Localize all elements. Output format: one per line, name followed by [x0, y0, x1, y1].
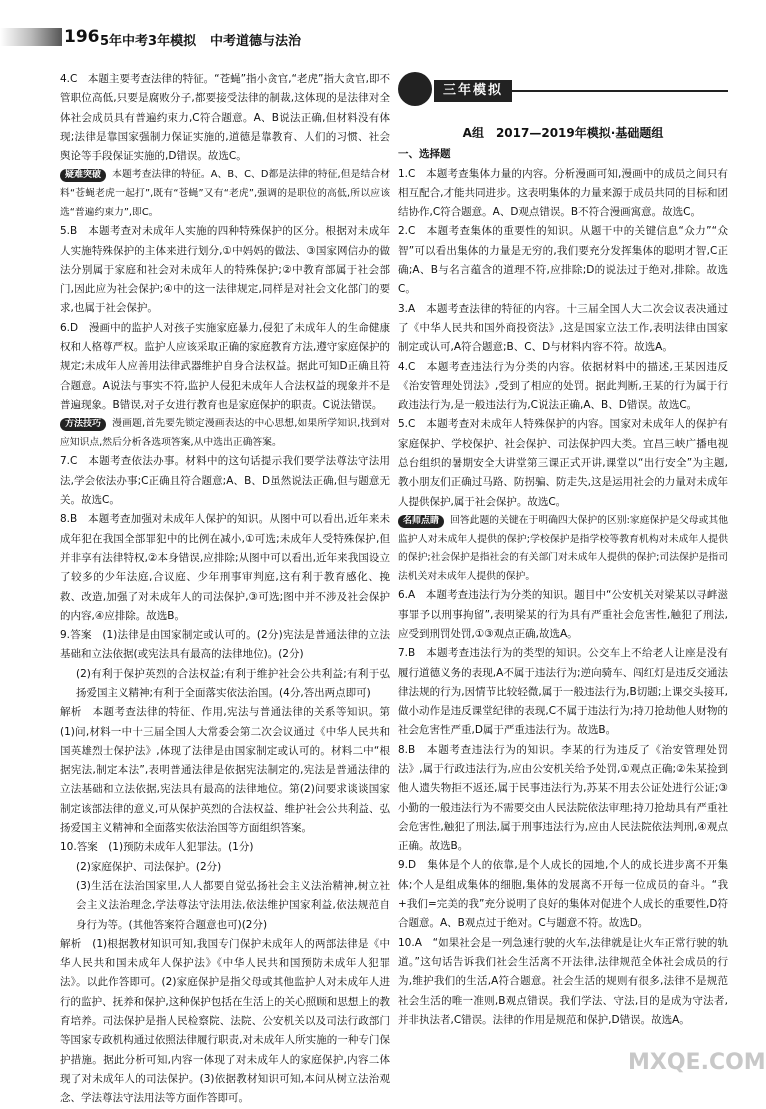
mock-answer-7: 7.B 本题考查违法行为的类型的知识。公交车上不给老人让座是没有履行道德义务的表现,A不属于违法行为;逆向骑车、闯红灯是违反交通法律法规的行为,因情节比较轻微,属于一般违法行为,B切题;上课交头接耳,做小动作是违反课堂纪律的表现,C不属于违法行为;持刀抢劫他人财物的社会危害性严重,D属于严重违法行为。故选B。: [398, 647, 728, 737]
method-box: [60, 415, 390, 452]
book-series: 5年中考3年模拟: [100, 34, 197, 49]
tip-text: 本题考查法律的特征。A、B、C、D都是法律的特征,但是结合材料“苍蝇老虎一起打”,既有“苍蝇”又有“老虎”,强调的是职位的高低,所以应该选“普遍约束力”,即C。: [60, 169, 390, 218]
answer-9-part2: (2)有利于保护英烈的合法权益;有利于维护社会公共利益;有利于弘扬爱国主义精神;有利于全面落实依法治国。(4分,答出两点即可): [76, 667, 390, 699]
method-text: 漫画题,首先要先锁定漫画表达的中心思想,如果所学知识,找到对应知识点,然后分析各选项答案,从中选出正确答案。: [60, 418, 390, 448]
mock-answer-3: 3.A 本题考查法律的特征的内容。十三届全国人大二次会议表决通过了《中华人民共和国外商投资法》,这是国家立法工作,表明法律由国家制定或认可,A符合题意;B、C、D与材料内容不符。故选A。: [398, 302, 728, 354]
page-header: [0, 0, 750, 56]
tip-tag: 疑难突破: [60, 169, 106, 182]
watermark: MXQE.COM: [628, 1050, 766, 1075]
book-subject: 中考道德与法治: [210, 34, 302, 49]
mock-answer-8: 8.B 本题考查违法行为的知识。李某的行为违反了《治安管理处罚法》,属于行政违法行为,应由公安机关给予处罚,①观点正确;②朱某捡到他人遗失物拒不返还,属于民事违法行为,苏某不用去公证处进行公证;③小勤的一般违法行为不需要交由人民法院依法审理;持刀抢劫具有严重社会危害性,触犯了刑法,属于刑事违法行为,应由人民法院依法判刑,④观点正确。故选B。: [398, 743, 728, 853]
mock-answer-6: 6.A 本题考查违法行为分类的知识。题目中“公安机关对梁某以寻衅滋事罪予以刑事拘留”,表明梁某的行为具有严重社会危害性,触犯了刑法,应受到刑罚处罚,①③观点正确,故选A。: [398, 589, 728, 640]
header-decoration: [0, 28, 62, 46]
mock-answer-4: 4.C 本题考查违法行为分类的内容。依据材料中的描述,王某因违反《治安管理处罚法》,受到了相应的处罚。据此判断,王某的行为属于行政违法行为,是一般违法行为,C说法正确,A、B、D错误。故选C。: [398, 360, 728, 412]
method-tag: 方法技巧: [60, 418, 106, 431]
teacher-tip-tag: 名师点睛: [398, 515, 444, 528]
answer-6: 6.D 漫画中的监护人对孩子实施家庭暴力,侵犯了未成年人的生命健康权和人格尊严权。监护人应该采取正确的家庭教育方法,遵守家庭保护的规定;未成年人应善用法律武器维护自身合法权益。据此可知D正确且符合题意。A说法与事实不符,监护人侵犯未成年人合法权益的现象并不是普遍现象。B错误,对子女进行教育也是家庭保护的职责。C说法错误。: [60, 321, 390, 411]
answer-4: 4.C 本题主要考查法律的特征。“苍蝇”指小贪官,“老虎”指大贪官,即不管职位高低,只要是腐败分子,都要接受法律的制裁,这体现的是法律对全体社会成员具有普遍约束力,C符合题意。A、B说法正确,但材料没有体现;法律是靠国家强制力保证实施的,道德是靠教育、人们的习惯、社会舆论等手段保证实施的,D错误。故选C。: [60, 73, 390, 163]
left-column: [60, 70, 390, 1109]
answer-10-part3: (3)生活在法治国家里,人人都要自觉弘扬社会主义法治精神,树立社会主义法治理念,学法尊法守法用法,依法维护国家利益,依法规范自身行为等。(其他答案符合题意也可)(2分): [76, 879, 390, 931]
group-title: A组 2017—2019年模拟·基础题组: [462, 126, 664, 140]
tip-box: [60, 166, 390, 222]
page-number: 196: [64, 27, 100, 47]
answer-9-part1: 9.答案 (1)法律是由国家制定或认可的。(2分)宪法是普通法律的立法基础和立法依据(或宪法具有最高的法律地位)。(2分): [60, 629, 390, 661]
answer-8: 8.B 本题考查加强对未成年人保护的知识。从图中可以看出,近年来未成年犯在我国全部罪犯中的比例在减小,①可选;未成年人受特殊保护,但并非享有法律特权,②本身错误,应排除;从图中可以看出,近年来我国设立了较多的少年法庭,合议庭、少年刑事审判庭,这有利于教育感化、挽救、改造,加强了对未成年人的司法保护,③可选;图中并不涉及社会保护的内容,④应排除。故选B。: [60, 513, 390, 622]
analysis-9: 解析 本题考查法律的特征、作用,宪法与普通法律的关系等知识。第(1)问,材料一中十三届全国人大常委会第二次会议通过《中华人民共和国英雄烈士保护法》,体现了法律是由国家制定或认可的。材料二中“根据宪法,制定本法”,表明普通法律是依据宪法制定的,宪法是普通法律的立法基础和立法依据,宪法具有最高的法律地位。第(2)问要求谈谈国家制定该部法律的意义,可从保护英烈的合法权益、维护社会公共利益、弘扬爱国主义精神和全面落实依法治国等方面组织答案。: [60, 706, 390, 835]
answer-5: 5.B 本题考查对未成年人实施的四种特殊保护的区分。根据对未成年人实施特殊保护的主体来进行划分,①中妈妈的做法、③国家网信办的做法分别属于家庭和社会对未成年人的特殊保护;②中教育部属于社会部门,因此应为社会保护;④中的这一法律规定,同样是对社会文化部门的要求,也属于社会保护。: [60, 225, 390, 315]
mock-answer-2: 2.C 本题考查集体的重要性的知识。从题干中的关键信息“众力”“众智”可以看出集体的力量是无穷的,我们要充分发挥集体的聪明才智,C正确;A、B与名言蕴含的道理不符,应排除;D的说法过于绝对,排除。故选C。: [398, 225, 728, 296]
answer-10-part1: 10.答案 (1)预防未成年人犯罪法。(1分): [60, 841, 254, 854]
teacher-tip-text: 回答此题的关键在于明确四大保护的区别:家庭保护是父母或其他监护人对未成年人提供的保护;学校保护是指学校等教育机构对未成年人提供的保护;社会保护是指社会的有关部门对未成年人提供的保护;司法保护是指司法机关对未成年人提供的保护。: [398, 514, 728, 582]
teacher-tip-box: [398, 512, 728, 586]
mock-answer-10: 10.A “如果社会是一列急速行驶的火车,法律就是让火车正常行驶的轨道。”这句话告诉我们社会生活离不开法律,法律规范全体社会成员的行为,维护我们的生活,A符合题意。社会生活的规则有很多,法律不是规范社会生活的唯一准则,B观点错误。我们学法、守法,目的是成为守法者,并非执法者,C错误。法律的作用是规范和保护,D错误。故选A。: [398, 936, 728, 1026]
section-banner: [398, 70, 728, 118]
mascot-icon: [398, 72, 432, 106]
banner-title: 三年模拟: [434, 80, 512, 102]
section-title: 一、选择题: [398, 148, 451, 161]
answer-10-part2: (2)家庭保护、司法保护。(2分): [76, 860, 222, 873]
mock-answer-1: 1.C 本题考查集体力量的内容。分析漫画可知,漫画中的成员之间只有相互配合,才能共同进步。这表明集体的力量来源于成员共同的目标和团结协作,C符合题意。A、D观点错误。B不符合漫画寓意。故选C。: [398, 167, 728, 219]
right-column: [398, 70, 728, 1030]
mock-answer-5: 5.C 本题考查对未成年人特殊保护的内容。国家对未成年人的保护有家庭保护、学校保护、社会保护、司法保护四大类。宜昌三峡广播电视总台组织的暑期安全大讲堂第三课正式开讲,课堂以“出行安全”为主题,教小朋友们正确过马路、防拐骗、防走失,这是运用社会的力量对未成年人提供保护,属于社会保护。故选C。: [398, 418, 728, 508]
answer-7: 7.C 本题考查依法办事。材料中的这句话提示我们要学法尊法守法用法,学会依法办事;C正确且符合题意;A、B、D虽然说法正确,但与题意无关。故选C。: [60, 455, 390, 507]
analysis-10: 解析 (1)根据教材知识可知,我国专门保护未成年人的两部法律是《中华人民共和国未成年人保护法》《中华人民共和国预防未成年人犯罪法》。以此作答即可。(2)家庭保护是指父母或其他监护人对未成年人进行的监护、抚养和保护,这种保护包括在生活上的关心照顾和思想上的教育培养。司法保护是指人民检察院、法院、公安机关以及司法行政部门等国家专政机构通过依照法律履行职责,对未成年人所实施的一种专门保护措施。据此分析可知,内容一体现了对未成年人的家庭保护,内容二体现了对未成年人的司法保护。(3)依据教材知识可知,本问从树立法治观念、学法尊法守法用法等方面作答即可。: [60, 937, 390, 1105]
banner-rule: [512, 90, 728, 92]
mock-answer-9: 9.D 集体是个人的依靠,是个人成长的园地,个人的成长进步离不开集体;个人是组成集体的细胞,集体的发展离不开每一位成员的奋斗。“我+我们=完美的我”充分说明了良好的集体对促进个人成长的重要性,D符合题意。A、B观点过于绝对。C与题意不符。故选D。: [398, 859, 728, 930]
